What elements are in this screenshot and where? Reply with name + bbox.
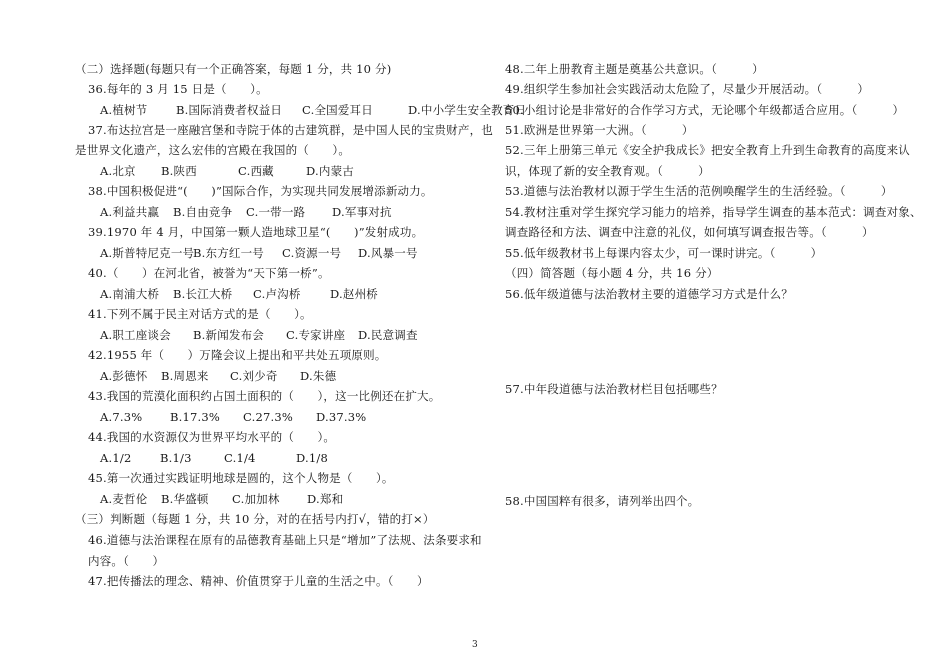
answer-option: B.东方红一号 <box>193 246 265 260</box>
answer-option: C.1/4 <box>224 451 256 465</box>
answer-option: D.风暴一号 <box>358 246 418 260</box>
left-text-line: 46.道德与法治课程在原有的品德教育基础上只是“增加”了法规、法条要求和 <box>88 533 482 547</box>
answer-option: B.1/3 <box>160 451 192 465</box>
answer-option: B.长江大桥 <box>173 287 233 301</box>
right-text-line: 51.欧洲是世界第一大洲。（ ） <box>505 123 694 137</box>
right-text-line: 54.教材注重对学生探究学习能力的培养，指导学生调查的基本范式：调查对象、 <box>505 205 922 219</box>
answer-option: B.周恩来 <box>161 369 209 383</box>
right-text-line: 48.二年上册教育主题是奠基公共意识。（ ） <box>505 62 764 76</box>
answer-option: A.植树节 <box>100 103 148 117</box>
answer-option: B.自由竞争 <box>173 205 233 219</box>
right-text-line: 58.中国国粹有很多，请列举出四个。 <box>505 494 700 508</box>
right-text-line: 53.道德与法治教材以源于学生生活的范例唤醒学生的生活经验。（ ） <box>505 184 893 198</box>
answer-option: A.斯普特尼克一号 <box>100 246 195 260</box>
answer-option: D.中小学生安全教育日 <box>408 103 527 117</box>
left-text-line: 是世界文化遗产，这么宏伟的宫殿在我国的（ ）。 <box>75 143 351 157</box>
answer-option: D.内蒙古 <box>306 164 354 178</box>
answer-option: C.一带一路 <box>246 205 306 219</box>
answer-option: C.刘少奇 <box>230 369 278 383</box>
answer-option: A.麦哲伦 <box>100 492 148 506</box>
left-text-line: 44.我国的水资源仅为世界平均水平的（ ）。 <box>88 430 336 444</box>
left-text-line: 内容。（ ） <box>88 554 165 568</box>
answer-option: D.1/8 <box>296 451 328 465</box>
left-text-line: 47.把传播法的理念、精神、价值贯穿于儿童的生活之中。（ ） <box>88 574 429 588</box>
left-text-line: 37.布达拉宫是一座融宫堡和寺院于体的古建筑群，是中国人民的宝贵财产，也 <box>88 123 493 137</box>
answer-option: C.专家讲座 <box>286 328 346 342</box>
left-text-line: 45.第一次通过实践证明地球是圆的，这个人物是（ ）。 <box>88 471 394 485</box>
left-text-line: （三）判断题（每题 1 分，共 10 分，对的在括号内打√，错的打×） <box>75 512 435 526</box>
answer-option: C.卢沟桥 <box>253 287 301 301</box>
answer-option: D.军事对抗 <box>332 205 392 219</box>
right-text-line: 调查路径和方法、调查中注意的礼仪，如何填写调查报告等。（ ） <box>505 225 874 239</box>
answer-option: C.加加林 <box>232 492 280 506</box>
answer-option: B.新闻发布会 <box>193 328 265 342</box>
answer-option: D.郑和 <box>307 492 344 506</box>
answer-option: D.37.3% <box>316 410 367 424</box>
answer-option: B.陕西 <box>161 164 197 178</box>
right-text-line: 52.三年上册第三单元《安全护我成长》把安全教育上升到生命教育的高度来认 <box>505 143 910 157</box>
answer-option: A.7.3% <box>100 410 143 424</box>
right-text-line: 57.中年段道德与法治教材栏目包括哪些？ <box>505 382 723 396</box>
answer-option: D.赵州桥 <box>330 287 378 301</box>
page-number: 3 <box>472 640 478 650</box>
answer-option: A.南浦大桥 <box>100 287 160 301</box>
answer-option: C.27.3% <box>243 410 293 424</box>
left-text-line: 42.1955 年（ ）万隆会议上提出和平共处五项原则。 <box>88 348 387 362</box>
answer-option: B.华盛顿 <box>161 492 209 506</box>
right-text-line: （四）简答题（每小题 4 分，共 16 分） <box>505 266 719 280</box>
answer-option: C.资源一号 <box>282 246 342 260</box>
left-text-line: 41.下列不属于民主对话方式的是（ ）。 <box>88 307 312 321</box>
answer-option: B.17.3% <box>170 410 221 424</box>
answer-option: C.全国爱耳日 <box>302 103 373 117</box>
answer-option: A.彭德怀 <box>100 369 148 383</box>
answer-option: D.朱德 <box>300 369 337 383</box>
left-text-line: 40.（ ）在河北省，被誉为“天下第一桥”。 <box>88 266 330 280</box>
right-text-line: 49.组织学生参加社会实践活动太危险了，尽量少开展活动。（ ） <box>505 82 870 96</box>
right-text-line: 55.低年级教材书上每课内容太少，可一课时讲完。（ ） <box>505 246 823 260</box>
answer-option: A.北京 <box>100 164 136 178</box>
answer-option: C.西藏 <box>238 164 274 178</box>
left-text-line: 38.中国积极促进“( )”国际合作，为实现共同发展增添新动力。 <box>88 184 433 198</box>
right-text-line: 50.小组讨论是非常好的合作学习方式，无论哪个年级都适合应用。（ ） <box>505 103 905 117</box>
left-text-line: 36.每年的 3 月 15 日是（ ）。 <box>88 82 268 96</box>
right-text-line: 识，体现了新的安全教育观。（ ） <box>505 164 710 178</box>
answer-option: D.民意调查 <box>358 328 418 342</box>
answer-option: A.1/2 <box>100 451 132 465</box>
left-text-line: 43.我国的荒漠化面积约占国土面积的（ ），这一比例还在扩大。 <box>88 389 441 403</box>
left-text-line: （二）选择题(每题只有一个正确答案，每题 1 分，共 10 分) <box>75 62 392 76</box>
answer-option: A.职工座谈会 <box>100 328 171 342</box>
answer-option: B.国际消费者权益日 <box>176 103 283 117</box>
answer-option: A.利益共赢 <box>100 205 160 219</box>
left-text-line: 39.1970 年 4 月，中国第一颗人造地球卫星“( )”发射成功。 <box>88 225 424 239</box>
right-text-line: 56.低年级道德与法治教材主要的道德学习方式是什么？ <box>505 287 793 301</box>
